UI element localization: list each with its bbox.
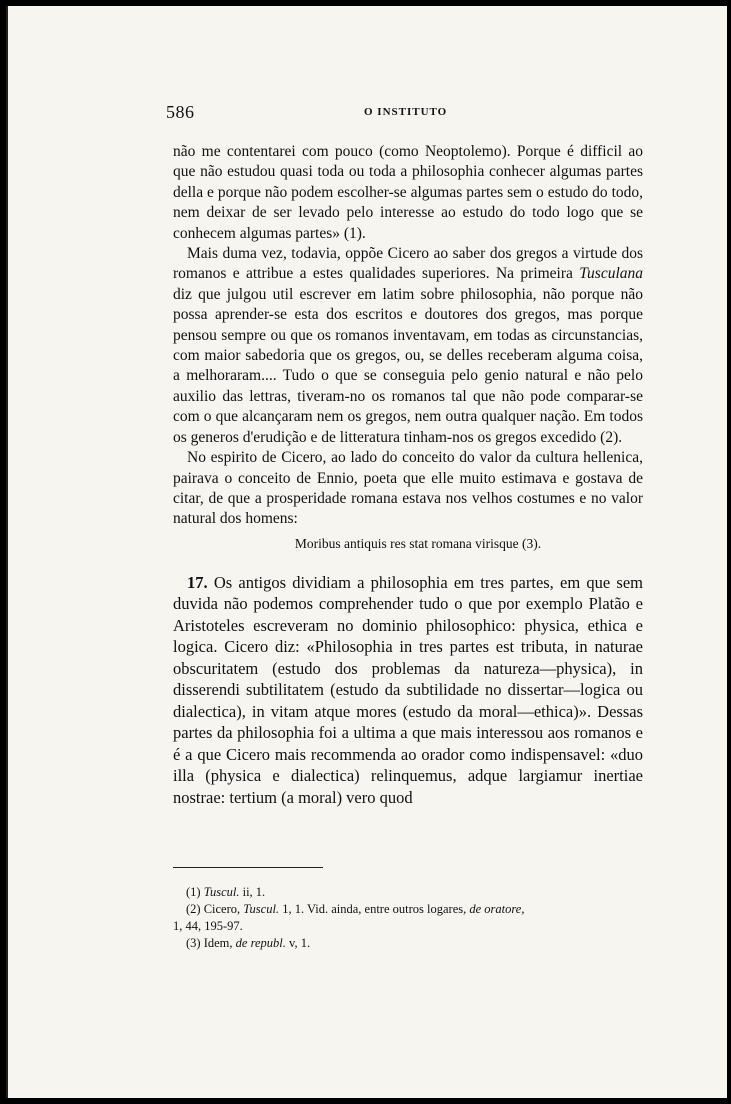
page-number: 586 — [166, 102, 195, 122]
running-title: O INSTITUTO — [364, 106, 448, 118]
paragraph-2-title: Tusculana — [579, 265, 643, 283]
section-17 — [173, 572, 643, 809]
footnote-1 — [186, 884, 646, 901]
running-head — [166, 102, 646, 126]
footnote-2-mark: (2) — [186, 902, 201, 916]
footnote-rule — [173, 867, 323, 868]
footnotes — [173, 884, 646, 952]
footnote-3-author: Idem, — [200, 936, 236, 950]
footnote-3-title: de republ. — [235, 936, 286, 950]
footnote-2 — [186, 901, 646, 918]
paragraph-2 — [173, 244, 643, 448]
footnote-1-mark: (1) — [186, 885, 201, 899]
paragraph-3: No espirito de Cicero, ao lado do conceito do valor da cultura hellenica, pairava o conceito de Ennio, poeta que elle muito estimava e gostava de citar, de que a prosperidade romana estava nos velhos costumes e no valor natural dos homens: — [173, 449, 643, 528]
ennio-quote: Moribus antiquis res stat romana virisque (3). — [294, 535, 542, 551]
footnote-1-title: Tuscul. — [203, 885, 240, 899]
footnote-3-mark: (3) — [186, 936, 201, 950]
paragraph-2-a: Mais duma vez, todavia, oppõe Cicero ao saber dos gregos a virtude dos romanos e attribue a estes qualidades superiores. Na primeira — [173, 245, 643, 283]
footnote-2-text: 1, 1. Vid. ainda, entre outros logares, — [279, 902, 470, 916]
body-text — [173, 142, 643, 808]
section-text: Os antigos dividiam a philosophia em tres partes, em que sem duvida não podemos comprehender tudo o que por exemplo Platão e Aristoteles escreveram no dominio philosophico: physica, ethica e logica. Cicero diz: «Philosophia in tres partes est tributa, in naturae obscuritatem (estudo dos problemas da natureza—physica), in disserendi subtilitatem (estudo da subtilidade no dissertar—logica ou dialectica), in vitam atque mores (estudo da moral—ethica)». Dessas partes da philosophia foi a ultima a que mais interessou aos romanos e é a que Cicero mais recommenda ao orador como indispensavel: «duo illa (physica e dialectica) relinquemus, adque largiamur inertiae nostrae: tertium (a moral) vero quod — [173, 572, 644, 807]
footnote-3 — [186, 935, 646, 952]
page — [6, 6, 727, 1098]
footnote-1-ref: ii, 1. — [239, 885, 266, 899]
paragraph-1: não me contentarei com pouco (como Neoptolemo). Porque é difficil ao que não estudou quasi toda ou toda a philosophia conhecer algumas partes della e porque não podem escolher-se algumas partes sem o estudo do todo, nem deixar de ser levado pelo interesse ao estudo do todo logo que se conhecem algumas partes» (1). — [173, 143, 643, 242]
section-number: 17. — [187, 572, 208, 592]
footnote-2-title-2: de oratore, — [469, 902, 525, 916]
footnote-2-continuation: 1, 44, 195-97. — [173, 919, 243, 933]
footnote-3-ref: v, 1. — [285, 936, 311, 950]
paragraph-2-b: diz que julgou util escrever em latim sobre philosophia, não porque não possa aprender-se esta dos escritos e doutores dos gregos, mas porque pensou sempre ou que os romanos inventavam, em todas as circunstancias, com maior sabedoria que os gregos, ou, se delles receberam alguma coisa, a melhoraram.... Tudo o que se conseguia pelo genio natural e não pelo auxilio das lettras, tiveram-no os romanos tal que não pode comparar-se com o que alcançaram nem os gregos, nem outra qualquer nação. Em todos os generos d'erudição e de litteratura tinham-nos os gregos excedido (2). — [173, 285, 643, 446]
footnote-2-author: Cicero, — [200, 902, 244, 916]
footnote-2-title: Tuscul. — [243, 902, 280, 916]
